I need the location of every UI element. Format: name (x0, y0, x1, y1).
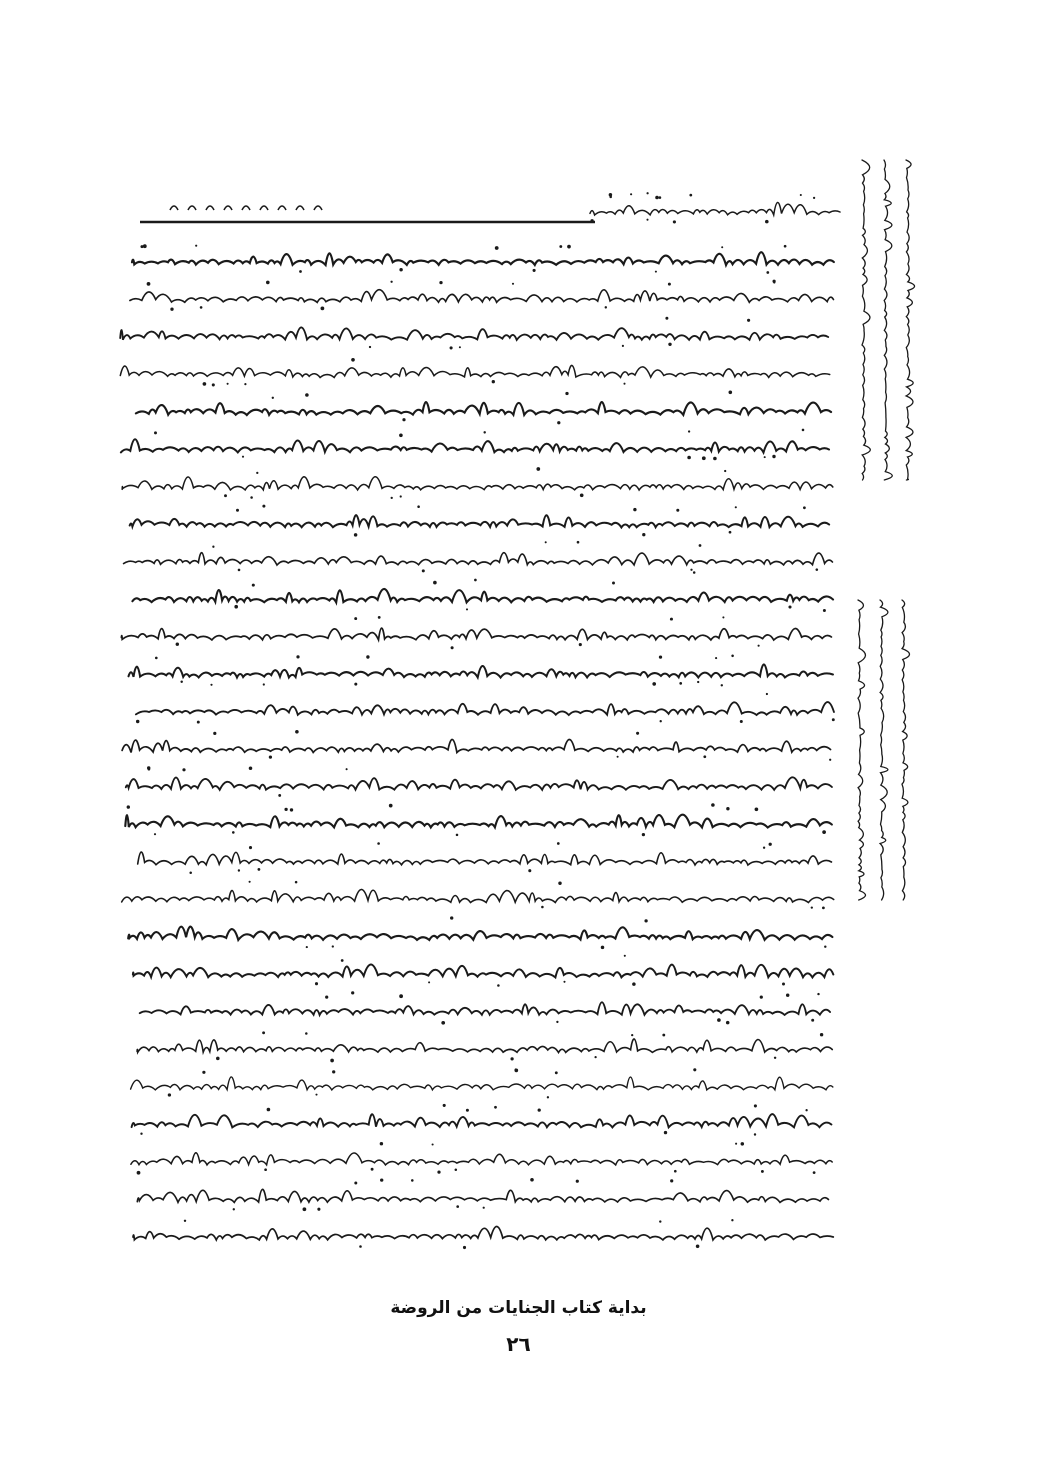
diacritic-dot (234, 605, 238, 609)
diacritic-dot (233, 1208, 235, 1210)
diacritic-dot (668, 283, 671, 286)
diacritic-dot (189, 872, 192, 875)
diacritic-dot (455, 1168, 458, 1171)
diacritic-dot (399, 268, 402, 271)
diacritic-dot (366, 655, 369, 658)
diacritic-dot (351, 991, 354, 994)
diacritic-dot (697, 681, 699, 683)
page-caption: بداية كتاب الجنايات من الروضة (390, 1298, 647, 1318)
diacritic-dot (662, 1034, 665, 1037)
diacritic-dot (774, 1057, 776, 1059)
diacritic-dot (735, 1143, 737, 1145)
diacritic-dot (702, 456, 706, 460)
diacritic-dot (402, 418, 405, 421)
diacritic-dot (195, 245, 197, 247)
diacritic-dot (824, 945, 826, 947)
diacritic-dot (380, 1178, 383, 1181)
diacritic-dot (147, 282, 151, 286)
diacritic-dot (238, 569, 241, 572)
diacritic-dot (315, 1094, 317, 1096)
diacritic-dot (483, 1207, 485, 1209)
diacritic-dot (371, 1168, 374, 1171)
manuscript-line (125, 815, 832, 828)
diacritic-dot (306, 946, 308, 948)
diacritic-dot (391, 497, 393, 499)
heading-ornament (206, 206, 214, 210)
diacritic-dot (180, 680, 182, 682)
diacritic-dot (369, 346, 371, 348)
diacritic-dot (443, 1104, 446, 1107)
diacritic-dot (558, 881, 561, 884)
diacritic-dot (726, 1021, 730, 1025)
diacritic-dot (290, 808, 293, 811)
diacritic-dot (811, 1019, 814, 1022)
diacritic-dot (670, 1179, 673, 1182)
diacritic-dot (665, 317, 668, 320)
diacritic-dot (346, 768, 348, 770)
diacritic-dot (670, 618, 673, 621)
margin-note-upper (862, 160, 870, 480)
diacritic-dot (533, 269, 536, 272)
diacritic-dot (249, 881, 251, 883)
diacritic-dot (623, 383, 625, 385)
diacritic-dot (154, 833, 156, 835)
manuscript-line (120, 365, 829, 377)
diacritic-dot (688, 430, 690, 432)
diacritic-dot (143, 244, 147, 248)
diacritic-dot (399, 994, 403, 998)
diacritic-dot (729, 391, 733, 395)
manuscript-line (126, 777, 832, 789)
manuscript-line (133, 1226, 833, 1239)
diacritic-dot (805, 1109, 807, 1111)
diacritic-dot (463, 1246, 466, 1249)
diacritic-dot (315, 982, 318, 985)
diacritic-dot (428, 981, 430, 983)
diacritic-dot (726, 807, 729, 810)
diacritic-dot (773, 281, 775, 283)
diacritic-dot (432, 1143, 434, 1145)
diacritic-dot (224, 494, 227, 497)
manuscript-line (137, 1189, 828, 1202)
diacritic-dot (262, 1031, 265, 1034)
diacritic-dot (644, 919, 647, 922)
diacritic-dot (136, 720, 139, 723)
diacritic-dot (483, 431, 485, 433)
diacritic-dot (422, 569, 425, 572)
diacritic-dot (244, 383, 246, 385)
diacritic-dot (717, 1018, 721, 1022)
heading-line (590, 202, 840, 215)
diacritic-dot (758, 645, 760, 647)
diacritic-dot (137, 1171, 141, 1175)
diacritic-dot (668, 343, 671, 346)
diacritic-dot (474, 579, 477, 582)
diacritic-dot (822, 830, 826, 834)
diacritic-dot (724, 470, 726, 472)
diacritic-dot (238, 869, 240, 871)
diacritic-dot (782, 983, 785, 986)
diacritic-dot (514, 1069, 518, 1073)
diacritic-dot (140, 245, 143, 248)
diacritic-dot (536, 467, 540, 471)
diacritic-dot (802, 429, 805, 432)
diacritic-dot (456, 834, 459, 837)
manuscript-line (137, 1039, 832, 1053)
manuscript-line (136, 402, 831, 415)
diacritic-dot (451, 646, 454, 649)
diacritic-dot (764, 456, 766, 458)
diacritic-dot (545, 541, 547, 543)
manuscript-line (122, 740, 830, 753)
diacritic-dot (332, 945, 334, 947)
heading-ornament (224, 206, 232, 210)
manuscript-line (132, 252, 834, 265)
diacritic-dot (250, 496, 253, 499)
diacritic-dot (630, 193, 632, 195)
heading-ornament (260, 206, 268, 210)
diacritic-dot (249, 766, 253, 770)
diacritic-dot (580, 493, 584, 497)
diacritic-dot (674, 1170, 677, 1173)
diacritic-dot (659, 1220, 661, 1222)
diacritic-dot (760, 995, 763, 998)
manuscript-line (121, 439, 829, 452)
diacritic-dot (594, 1056, 596, 1058)
diacritic-dot (766, 271, 769, 274)
diacritic-dot (664, 1131, 667, 1134)
diacritic-dot (305, 1032, 308, 1035)
diacritic-dot (633, 508, 636, 511)
manuscript-line (122, 477, 833, 490)
diacritic-dot (729, 531, 732, 534)
margin-note-lower (902, 600, 910, 900)
diacritic-dot (154, 431, 157, 434)
diacritic-dot (212, 546, 214, 548)
diacritic-dot (659, 196, 662, 199)
diacritic-dot (693, 1068, 696, 1071)
diacritic-dot (216, 1057, 220, 1061)
diacritic-dot (817, 993, 819, 995)
diacritic-dot (731, 655, 734, 658)
diacritic-dot (284, 808, 287, 811)
diacritic-dot (278, 794, 281, 797)
manuscript-line (136, 702, 834, 715)
diacritic-dot (330, 1059, 334, 1063)
diacritic-dot (439, 281, 442, 284)
diacritic-dot (820, 1033, 823, 1036)
diacritic-dot (803, 506, 806, 509)
diacritic-dot (456, 1205, 459, 1208)
manuscript-line (124, 553, 833, 565)
diacritic-dot (263, 683, 265, 685)
diacritic-dot (399, 433, 403, 437)
diacritic-dot (679, 682, 682, 685)
diacritic-dot (761, 1170, 764, 1173)
diacritic-dot (816, 568, 819, 571)
diacritic-dot (303, 1207, 307, 1211)
manuscript-line (120, 327, 828, 339)
diacritic-dot (559, 245, 562, 248)
diacritic-dot (772, 455, 775, 458)
diacritic-dot (646, 219, 648, 221)
diacritic-dot (176, 643, 179, 646)
diacritic-dot (741, 1142, 744, 1145)
diacritic-dot (763, 847, 765, 849)
diacritic-dot (184, 1220, 186, 1222)
diacritic-dot (755, 807, 759, 811)
page-number: ٢٦ (506, 1332, 531, 1356)
diacritic-dot (823, 609, 826, 612)
manuscript-line (131, 1077, 833, 1090)
diacritic-dot (466, 608, 468, 610)
diacritic-dot (696, 1245, 700, 1249)
heading-ornament (242, 206, 250, 210)
diacritic-dot (182, 768, 185, 771)
manuscript-line (130, 515, 829, 527)
diacritic-dot (295, 730, 299, 734)
diacritic-dot (212, 383, 215, 386)
diacritic-dot (735, 506, 737, 508)
diacritic-dot (168, 1093, 171, 1096)
heading-ornament (296, 206, 304, 210)
diacritic-dot (721, 684, 723, 686)
diacritic-dot (227, 383, 229, 385)
diacritic-dot (555, 1071, 558, 1074)
diacritic-dot (609, 196, 612, 199)
diacritic-dot (605, 306, 607, 308)
diacritic-dot (325, 996, 328, 999)
diacritic-dot (155, 657, 158, 660)
diacritic-dot (689, 194, 692, 197)
diacritic-dot (127, 805, 130, 808)
diacritic-dot (351, 358, 355, 362)
diacritic-dot (731, 1219, 733, 1221)
diacritic-dot (622, 345, 624, 347)
diacritic-dot (264, 1168, 267, 1171)
diacritic-dot (390, 281, 392, 283)
manuscript-line (131, 1153, 832, 1165)
diacritic-dot (267, 1108, 271, 1112)
diacritic-dot (459, 346, 461, 348)
diacritic-dot (256, 472, 258, 474)
diacritic-dot (417, 505, 420, 508)
diacritic-dot (693, 571, 696, 574)
manuscript-line (138, 852, 832, 865)
diacritic-dot (612, 582, 615, 585)
manuscript-line (140, 1002, 830, 1015)
diacritic-dot (495, 246, 499, 250)
diacritic-dot (660, 720, 662, 722)
diacritic-dot (202, 1071, 205, 1074)
diacritic-dot (299, 270, 302, 273)
diacritic-dot (197, 721, 200, 724)
diacritic-dot (400, 495, 402, 497)
manuscript-line (128, 927, 832, 940)
diacritic-dot (332, 1070, 335, 1073)
diacritic-dot (148, 768, 151, 771)
diacritic-dot (266, 281, 270, 285)
diacritic-dot (377, 842, 380, 845)
diacritic-dot (272, 397, 274, 399)
diacritic-dot (258, 868, 261, 871)
diacritic-dot (494, 1106, 497, 1109)
diacritic-dot (354, 1182, 357, 1185)
diacritic-dot (631, 1034, 633, 1036)
diacritic-dot (788, 605, 791, 608)
diacritic-dot (296, 655, 299, 658)
diacritic-dot (563, 981, 565, 983)
diacritic-dot (722, 616, 724, 618)
diacritic-dot (565, 392, 568, 395)
diacritic-dot (380, 1142, 383, 1145)
diacritic-dot (687, 456, 691, 460)
diacritic-dot (528, 869, 531, 872)
diacritic-dot (579, 643, 582, 646)
diacritic-dot (577, 541, 580, 544)
diacritic-dot (822, 907, 825, 910)
diacritic-dot (538, 1108, 541, 1111)
margin-note-upper (884, 160, 892, 480)
diacritic-dot (642, 833, 645, 836)
diacritic-dot (766, 693, 768, 695)
diacritic-dot (601, 946, 605, 950)
manuscript-line (122, 889, 834, 902)
diacritic-dot (784, 245, 787, 248)
heading-ornament (314, 206, 322, 210)
diacritic-dot (659, 655, 662, 658)
diacritic-dot (200, 306, 203, 309)
diacritic-dot (321, 307, 325, 311)
diacritic-dot (715, 657, 717, 659)
margin-note-lower (880, 600, 888, 900)
diacritic-dot (497, 984, 500, 987)
diacritic-dot (703, 755, 706, 758)
diacritic-dot (699, 544, 702, 547)
heading-ornament (170, 206, 178, 210)
diacritic-dot (210, 684, 212, 686)
diacritic-dot (269, 755, 272, 758)
diacritic-dot (249, 846, 252, 849)
diacritic-dot (140, 1133, 142, 1135)
manuscript-line (130, 290, 834, 303)
diacritic-dot (203, 382, 207, 386)
diacritic-dot (655, 196, 659, 200)
diacritic-dot (492, 380, 495, 383)
diacritic-dot (170, 308, 173, 311)
diacritic-dot (232, 831, 235, 834)
diacritic-dot (590, 219, 593, 222)
diacritic-dot (576, 1180, 579, 1183)
diacritic-dot (547, 1096, 549, 1098)
diacritic-dot (690, 569, 692, 571)
diacritic-dot (754, 1104, 757, 1107)
diacritic-dot (450, 346, 453, 349)
diacritic-dot (305, 393, 309, 397)
diacritic-dot (354, 683, 357, 686)
diacritic-dot (411, 1179, 414, 1182)
diacritic-dot (624, 955, 626, 957)
diacritic-dot (556, 1021, 558, 1023)
diacritic-dot (295, 881, 298, 884)
diacritic-dot (389, 804, 393, 808)
manuscript-line (129, 664, 833, 677)
diacritic-dot (510, 1057, 513, 1060)
diacritic-dot (711, 803, 715, 807)
manuscript-line (132, 1114, 832, 1127)
diacritic-dot (655, 271, 657, 273)
diacritic-dot (252, 584, 255, 587)
diacritic-dot (512, 283, 514, 285)
diacritic-dot (747, 319, 750, 322)
diacritic-dot (433, 581, 437, 585)
diacritic-dot (673, 220, 676, 223)
diacritic-dot (441, 1021, 445, 1025)
diacritic-dot (617, 756, 619, 758)
manuscript-line (133, 964, 833, 977)
diacritic-dot (829, 759, 831, 761)
diacritic-dot (800, 194, 802, 196)
diacritic-dot (341, 959, 344, 962)
diacritic-dot (213, 732, 216, 735)
margin-note-upper (906, 160, 915, 480)
diacritic-dot (466, 1109, 469, 1112)
diacritic-dot (676, 509, 679, 512)
diacritic-dot (530, 1178, 534, 1182)
diacritic-dot (557, 421, 560, 424)
diacritic-dot (652, 682, 656, 686)
diacritic-dot (354, 533, 358, 537)
diacritic-dot (713, 457, 717, 461)
diacritic-dot (437, 1170, 440, 1173)
heading-ornament (278, 206, 286, 210)
diacritic-dot (632, 982, 636, 986)
diacritic-dot (765, 220, 769, 224)
heading-ornament (188, 206, 196, 210)
manuscript-line (132, 589, 833, 603)
diacritic-dot (721, 246, 723, 248)
diacritic-dot (378, 616, 381, 619)
diacritic-dot (242, 456, 244, 458)
diacritic-dot (832, 718, 835, 721)
diacritic-dot (786, 993, 789, 996)
diacritic-dot (557, 842, 560, 845)
diacritic-dot (813, 1171, 816, 1174)
diacritic-dot (642, 533, 645, 536)
diacritic-dot (262, 505, 265, 508)
diacritic-dot (646, 192, 648, 194)
diacritic-dot (359, 1245, 362, 1248)
diacritic-dot (754, 1133, 756, 1135)
diacritic-dot (813, 197, 815, 199)
diacritic-dot (236, 509, 239, 512)
diacritic-dot (450, 916, 453, 919)
diacritic-dot (740, 720, 743, 723)
margin-note-lower (858, 600, 866, 900)
diacritic-dot (354, 617, 357, 620)
diacritic-dot (317, 1208, 320, 1211)
diacritic-dot (636, 732, 639, 735)
diacritic-dot (811, 906, 813, 908)
diacritic-dot (541, 906, 544, 909)
diacritic-dot (567, 245, 571, 249)
diacritic-dot (769, 843, 772, 846)
manuscript-line (121, 628, 831, 640)
